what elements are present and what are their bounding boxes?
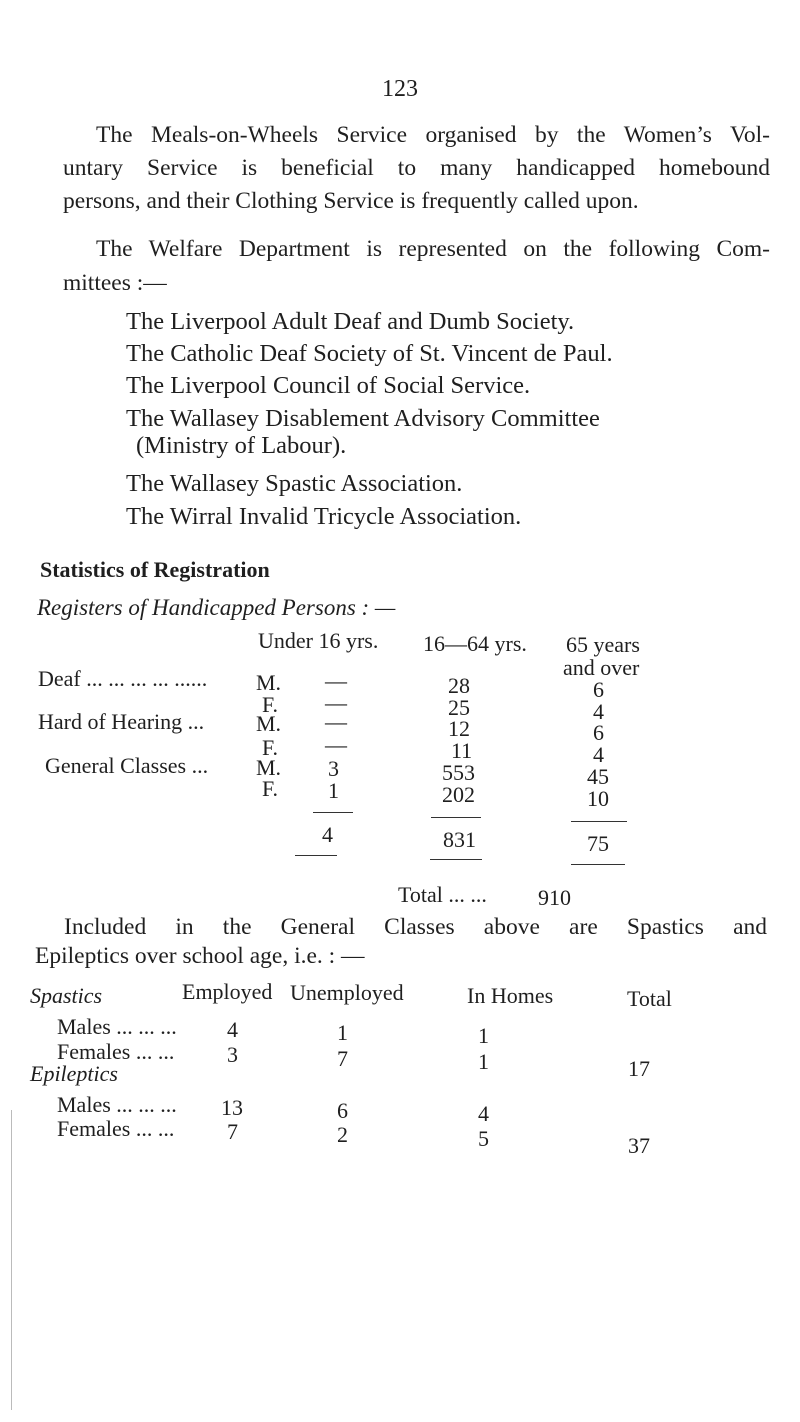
cell-unemployed: 1 — [337, 1020, 348, 1045]
row-label-general-classes: General Classes ... — [45, 753, 209, 778]
welfare-paragraph-line-1: The Welfare Department is represented on the following Com- — [96, 236, 770, 262]
cell-under-16: — — [325, 668, 347, 693]
total-value: 910 — [538, 885, 571, 910]
meals-paragraph-line-3: persons, and their Clothing Service is frequently called upon. — [63, 188, 639, 214]
subtotal-65-over: 75 — [587, 831, 609, 856]
cell-16-64: 553 — [442, 760, 475, 785]
cell-employed: 3 — [227, 1042, 238, 1067]
cell-65-over: 4 — [593, 699, 604, 724]
cell-16-64: 28 — [448, 673, 470, 698]
group-label-epileptics: Epileptics — [30, 1061, 118, 1086]
row-label-females: Females ... ... — [57, 1116, 175, 1141]
group-total-spastics: 17 — [628, 1056, 650, 1081]
welfare-paragraph-line-2: mittees :— — [63, 270, 167, 296]
page-number: 123 — [382, 76, 418, 102]
cell-65-over: 4 — [593, 742, 604, 767]
cell-in-homes: 1 — [478, 1049, 489, 1074]
subtotal-under-16: 4 — [322, 822, 333, 847]
col-header-65-years: 65 years — [566, 632, 640, 657]
committee-item: The Wallasey Spastic Association. — [126, 470, 463, 497]
row-label-deaf: Deaf ... ... ... ... ...... — [38, 666, 208, 691]
row-sex: M. — [256, 670, 282, 695]
cell-16-64: 12 — [448, 716, 470, 741]
row-label-hard-of-hearing: Hard of Hearing ... — [38, 709, 205, 734]
registers-heading: Registers of Handicapped Persons : — — [37, 595, 396, 620]
col-header-and-over: and over — [563, 655, 640, 680]
group-label-spastics: Spastics — [30, 983, 103, 1008]
total-rule — [295, 855, 337, 856]
subtotal-rule — [571, 821, 627, 822]
cell-16-64: 202 — [442, 782, 475, 807]
cell-16-64: 25 — [448, 695, 470, 720]
col-header-employed: Employed — [182, 979, 273, 1004]
row-label-males: Males ... ... ... — [57, 1092, 177, 1117]
cell-under-16: 3 — [328, 756, 339, 781]
cell-under-16: 1 — [328, 778, 339, 803]
row-sex: F. — [262, 692, 278, 717]
col-header-unemployed: Unemployed — [290, 980, 404, 1005]
included-paragraph-line-2: Epileptics over school age, i.e. : — — [35, 943, 365, 969]
row-label-males: Males ... ... ... — [57, 1014, 177, 1039]
total-rule — [571, 864, 625, 865]
committee-item: The Catholic Deaf Society of St. Vincent de Paul. — [126, 340, 613, 367]
committee-item: The Liverpool Council of Social Service. — [126, 372, 531, 399]
committee-item: The Wallasey Disablement Advisory Committee — [126, 405, 600, 432]
cell-in-homes: 5 — [478, 1126, 489, 1151]
group-total-epileptics: 37 — [628, 1133, 650, 1158]
row-sex: M. — [256, 711, 282, 736]
cell-under-16: — — [325, 690, 347, 715]
cell-in-homes: 1 — [478, 1023, 489, 1048]
cell-employed: 7 — [227, 1119, 238, 1144]
row-label-females: Females ... ... — [57, 1039, 175, 1064]
cell-unemployed: 7 — [337, 1046, 348, 1071]
col-header-total: Total — [627, 986, 672, 1011]
cell-16-64: 11 — [451, 738, 473, 763]
col-header-under-16: Under 16 yrs. — [258, 628, 379, 653]
col-header-in-homes: In Homes — [467, 983, 554, 1008]
cell-65-over: 10 — [587, 786, 609, 811]
subtotal-rule — [431, 817, 481, 818]
cell-under-16: — — [325, 732, 347, 757]
cell-65-over: 6 — [593, 720, 604, 745]
committee-item: The Liverpool Adult Deaf and Dumb Society. — [126, 308, 575, 335]
total-rule — [430, 859, 482, 860]
row-sex: M. — [256, 755, 282, 780]
cell-65-over: 45 — [587, 764, 609, 789]
cell-unemployed: 6 — [337, 1098, 348, 1123]
cell-under-16: — — [325, 709, 347, 734]
cell-employed: 4 — [227, 1017, 238, 1042]
cell-in-homes: 4 — [478, 1101, 489, 1126]
meals-paragraph-line-1: The Meals-on-Wheels Service organised by the Women’s Vol- — [96, 122, 770, 148]
cell-unemployed: 2 — [337, 1122, 348, 1147]
statistics-heading: Statistics of Registration — [40, 557, 270, 582]
col-header-16-64: 16—64 yrs. — [423, 631, 527, 656]
subtotal-rule — [313, 812, 353, 813]
scan-edge-line — [11, 1110, 12, 1410]
cell-65-over: 6 — [593, 677, 604, 702]
total-label: Total ... ... — [398, 882, 487, 907]
row-sex: F. — [262, 776, 278, 801]
included-paragraph-line-1: Included in the General Classes above are Spastics and — [64, 914, 767, 940]
committee-item: (Ministry of Labour). — [136, 432, 347, 459]
committee-item: The Wirral Invalid Tricycle Association. — [126, 503, 522, 530]
row-sex: F. — [262, 735, 278, 760]
cell-employed: 13 — [221, 1095, 243, 1120]
subtotal-16-64: 831 — [443, 827, 476, 852]
meals-paragraph-line-2: untary Service is beneficial to many handicapped homebound — [63, 155, 770, 181]
